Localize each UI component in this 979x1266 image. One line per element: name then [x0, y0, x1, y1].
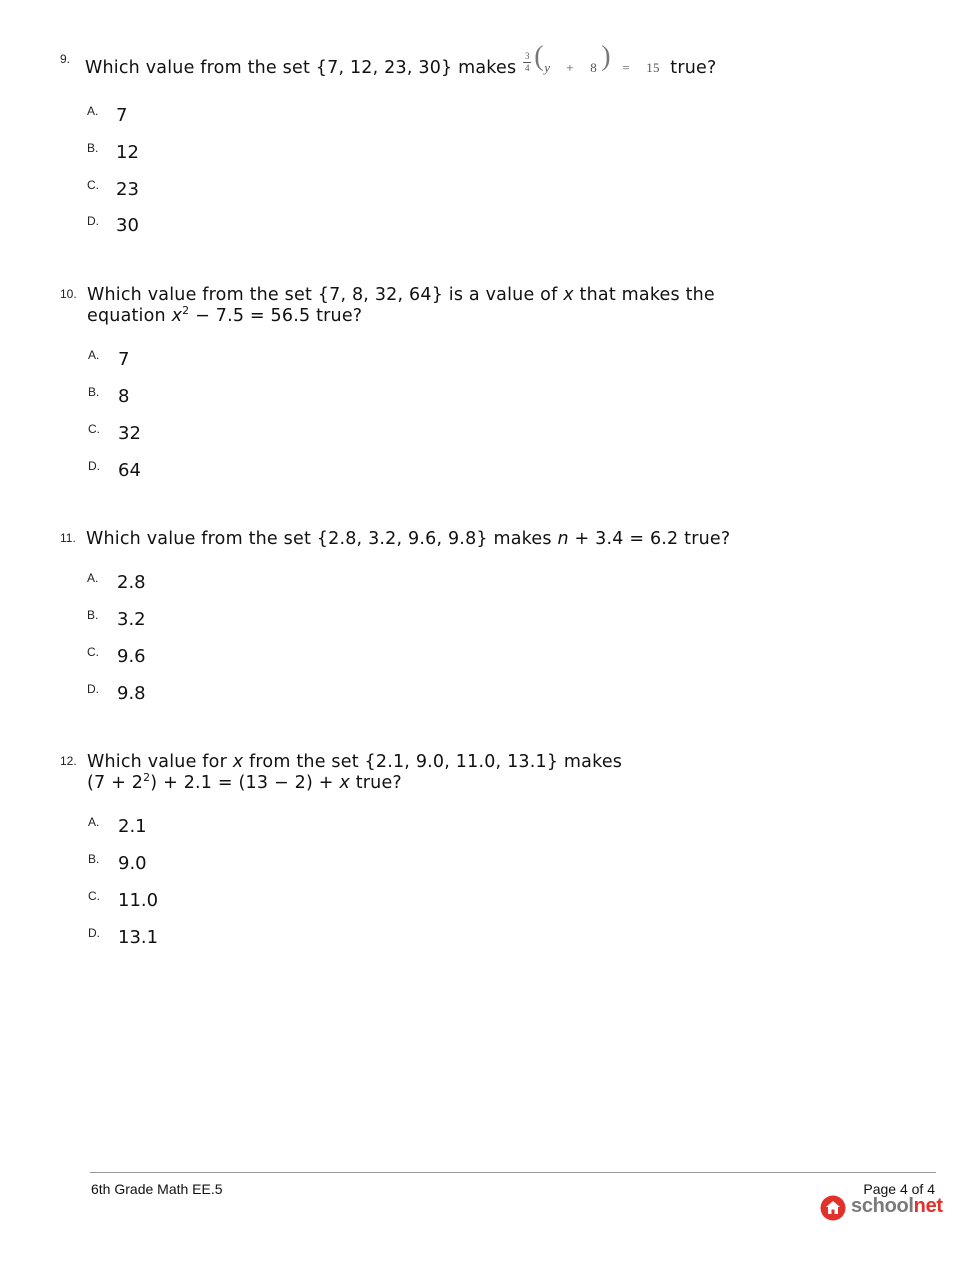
question-number: 10.: [60, 287, 77, 301]
logo-wordmark: schoolnet: [851, 1195, 943, 1217]
question-text-line-1: Which value for x from the set {2.1, 9.0, 11.0, 13.1} makes: [87, 752, 623, 772]
schoolnet-logo: [820, 1195, 943, 1223]
question-text-line-1: Which value from the set {7, 8, 32, 64} is a value of x that makes the: [87, 285, 715, 305]
page-number: Page 4 of 4: [863, 1181, 935, 1197]
question-number: 9.: [60, 52, 71, 66]
question-text-line-2: $(7 + 2^2) + 2.1 = (13 - 2) + x$ true?: [87, 771, 402, 793]
question-number: 11.: [60, 531, 76, 545]
house-icon: [820, 1195, 846, 1221]
footer-divider: [90, 1172, 936, 1173]
question-text: Which value from the set {7, 12, 23, 30} makes 3 4 ( y + 8 ) = 15 true?: [85, 52, 717, 84]
question-text: Which value from the set {2.8, 3.2, 9.6, 9.8} makes n + 3.4 = 6.2 true?: [86, 529, 731, 549]
question-number: 12.: [60, 754, 77, 768]
question-text-line-2: equation $x^2 - 7.5 = 56.5$ true?: [87, 304, 363, 326]
equation-image: 3 4 ( y + 8 ) = 15: [522, 49, 668, 81]
fraction: 3 4: [524, 51, 530, 73]
left-paren: (: [534, 41, 544, 72]
right-paren: ): [601, 41, 611, 72]
footer-title: 6th Grade Math EE.5: [91, 1181, 223, 1197]
